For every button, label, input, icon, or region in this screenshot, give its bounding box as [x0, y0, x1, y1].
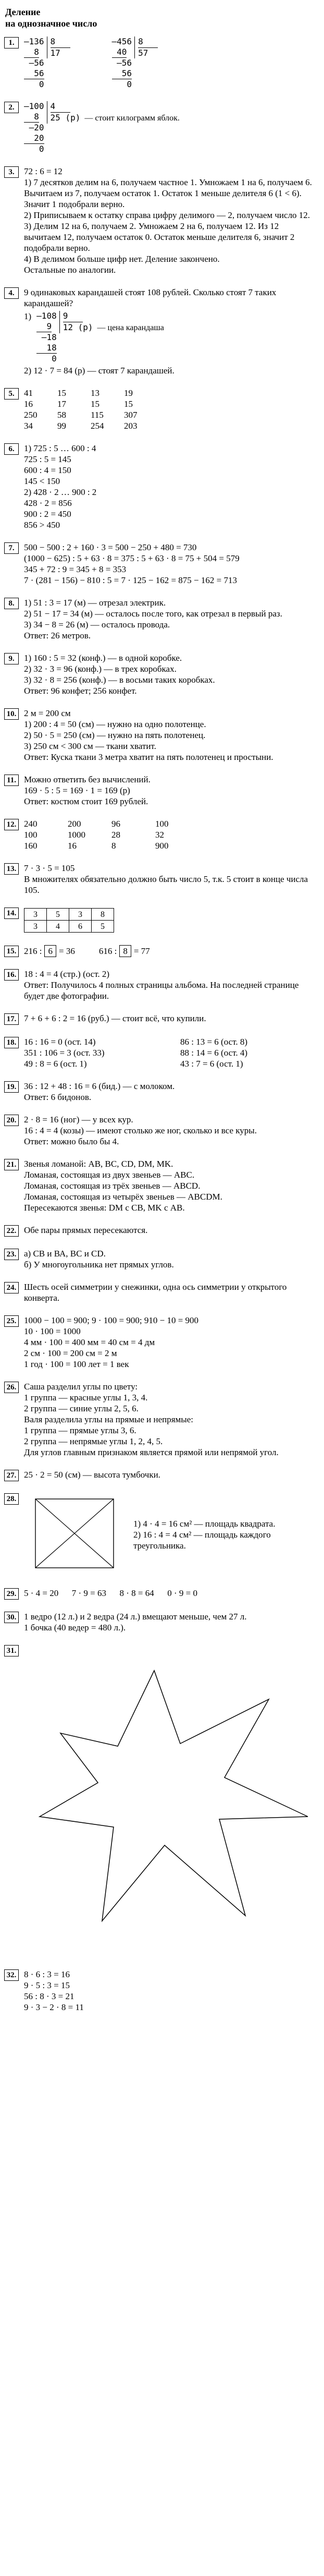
boxed-answer: 8 — [119, 945, 131, 957]
grid-cell: 1000 — [68, 830, 85, 840]
problem-7 — [4, 542, 317, 586]
text-line: 1 ведро (12 л.) и 2 ведра (24 л.) вмещают меньше, чем 27 л. — [24, 1612, 247, 1622]
grid-cell: 900 — [155, 841, 169, 851]
problem-body — [24, 1644, 317, 1957]
problem-14 — [4, 907, 317, 934]
expression-text: 86 : 13 = 6 (ост. 8) — [180, 1037, 248, 1047]
text-line: 2 м = 200 см — [24, 708, 71, 718]
problem-number: 3. — [4, 166, 19, 178]
problem-19 — [4, 1081, 317, 1103]
text-line: Можно ответить без вычислений. — [24, 775, 151, 784]
quotient: 12 (р) — [63, 322, 93, 332]
text-line: 500 − 500 : 2 + 160 · 3 = 500 − 250 + 480 = 730 — [24, 542, 197, 552]
division-row: 0 — [24, 144, 44, 154]
problem-1 — [4, 37, 317, 90]
problem-25 — [4, 1315, 317, 1370]
text-line: 2 · 8 = 16 (ног) — у всех кур. — [24, 1115, 133, 1124]
problem-body — [24, 443, 317, 530]
text-line: 1 год · 100 = 100 лет = 1 век — [24, 1359, 129, 1369]
problem-number: 22. — [4, 1225, 19, 1237]
text-line: Ответ: 26 метров. — [24, 631, 91, 640]
division-row: 0 — [36, 354, 57, 364]
problem-12 — [4, 818, 317, 851]
text-line: Пересекаются звенья: DM с CB, MK с AB. — [24, 1203, 185, 1213]
figure-caption-lines — [133, 1518, 317, 1551]
problem-5 — [4, 388, 317, 431]
table-cell: 3 — [24, 909, 47, 921]
problem-number: 16. — [4, 969, 19, 981]
text-line: 2) 12 · 7 = 84 (р) — стоят 7 карандашей. — [24, 366, 175, 376]
grid-cell: 15 — [124, 399, 133, 409]
page-title-line2: на однозначное число — [5, 18, 97, 29]
division-row: 56 — [111, 68, 132, 78]
problem-number: 13. — [4, 863, 19, 875]
problem-number: 6. — [4, 443, 19, 455]
divisor-column — [59, 311, 164, 333]
text-line: 2 группа — непрямые углы 1, 2, 4, 5. — [24, 1436, 163, 1446]
problem-27 — [4, 1469, 317, 1481]
text-line: Остальные по аналогии. — [24, 265, 116, 275]
problem-number: 4. — [4, 287, 19, 299]
text-line: 2) 32 · 3 = 96 (конф.) — в трех коробках. — [24, 664, 177, 674]
problem-number: 8. — [4, 598, 19, 609]
long-division — [24, 37, 70, 90]
divisor: 8 — [138, 37, 158, 48]
dividend-column — [24, 101, 47, 154]
fill-in-line — [24, 945, 317, 957]
problem-body — [24, 1248, 317, 1270]
divisor-column — [47, 37, 70, 58]
problem-number: 12. — [4, 819, 19, 830]
problem-statement: 9 одинаковых карандашей стоят 108 рублей. Сколько стоят 7 таких карандашей? — [24, 287, 277, 308]
text-line: 7 + 6 + 6 : 2 = 16 (руб.) — стоит всё, что купили. — [24, 1013, 206, 1023]
problem-number: 18. — [4, 1037, 19, 1048]
text-line: 7 · 3 · 5 = 105 — [24, 863, 75, 873]
text-line: Для углов главным признаком является прямой или непрямой угол. — [24, 1447, 279, 1457]
text-line: 856 > 450 — [24, 520, 60, 530]
boxed-answer: 6 — [44, 945, 56, 957]
problem-number: 14. — [4, 908, 19, 919]
text-line: Ответ: Получилось 4 полных страницы альбома. На последней странице будет две фотографии. — [24, 980, 299, 1001]
text-line: 3) Делим 12 на 6, получаем 2. Умножаем 2 на 6, получаем 12. Из 12 вычитаем 12, получаем остаток 0. Остаток меньше делителя 6, значит 2 подобрали верно. — [24, 221, 295, 253]
text-line: б) У многоугольника нет прямых углов. — [24, 1260, 174, 1269]
grid-cell: 58 — [57, 410, 66, 420]
grid-cell: 16 — [24, 399, 33, 409]
text-line: 2) Приписываем к остатку справа цифру делимого — 2, получаем число 12. — [24, 210, 310, 220]
dividend-column — [36, 311, 59, 364]
text-line: 600 : 4 = 150 — [24, 465, 71, 475]
expression-text: 88 : 14 = 6 (ост. 4) — [180, 1048, 248, 1058]
problem-body — [24, 1315, 317, 1370]
problem-body — [24, 1381, 317, 1458]
problem-number: 24. — [4, 1282, 19, 1293]
division-row: 20 — [24, 133, 44, 143]
grid-cell: 240 — [24, 819, 38, 829]
division-row: –56 — [24, 58, 44, 68]
text-line: 16 : 4 = 4 (козы) — имеют столько же ног, сколько и все куры. — [24, 1126, 257, 1135]
text-line: 7 · (281 − 156) − 810 : 5 = 7 · 125 − 162 = 875 − 162 = 713 — [24, 575, 237, 585]
solution-step — [24, 311, 317, 364]
expression-text: 43 : 7 = 6 (ост. 1) — [180, 1059, 243, 1069]
grid-cell: 203 — [124, 421, 138, 431]
text-line: 145 < 150 — [24, 476, 60, 486]
text-line: 3) 250 см < 300 см — ткани хватит. — [24, 741, 156, 751]
problem-number: 27. — [4, 1470, 19, 1481]
problem-number: 1. — [4, 37, 19, 49]
answer-row — [24, 398, 317, 409]
remainder-row — [24, 1058, 317, 1069]
problem-body — [24, 287, 317, 376]
grid-cell: 16 — [68, 841, 77, 851]
table-cell: 3 — [69, 909, 92, 921]
text-line: 3) 34 − 8 = 26 (м) — осталось провода. — [24, 620, 170, 630]
text-line: Шесть осей симметрии у снежинки, одна ось симметрии у открытого конверта. — [24, 1282, 287, 1303]
text-line: 36 : 12 + 48 : 16 = 6 (бид.) — с молоком. — [24, 1081, 175, 1091]
grid-cell: 32 — [155, 830, 164, 840]
problem-body — [24, 1114, 317, 1147]
division-row: –56 — [111, 58, 132, 68]
division-row: –108 — [36, 311, 57, 321]
problem-number: 30. — [4, 1612, 19, 1623]
problem-number: 5. — [4, 388, 19, 400]
division-row: 56 — [24, 68, 44, 78]
quotient-note: — стоит килограмм яблок. — [84, 114, 180, 123]
problem-23 — [4, 1248, 317, 1270]
text-line: 2 группа — синие углы 2, 5, 6. — [24, 1404, 139, 1413]
grid-cell: 160 — [24, 841, 38, 851]
text-line: а) СВ и ВА, ВС и CD. — [24, 1249, 106, 1259]
division-row: 9 — [36, 321, 52, 331]
problem-number: 17. — [4, 1013, 19, 1025]
problem-20 — [4, 1114, 317, 1147]
problem-3 — [4, 166, 317, 275]
problem-body — [24, 542, 317, 586]
divisor: 4 — [51, 101, 70, 113]
square-with-diagonals-figure — [24, 1493, 123, 1576]
problem-29 — [4, 1588, 317, 1600]
problem-2 — [4, 101, 317, 154]
problem-body — [24, 1588, 317, 1599]
problem-body — [24, 1158, 317, 1213]
problem-body — [24, 907, 317, 934]
text-line: 56 : 8 · 3 = 21 — [24, 1991, 74, 2001]
text-line: 2) 428 · 2 … 900 : 2 — [24, 487, 97, 497]
division-row: –456 — [111, 37, 132, 46]
number-table — [24, 908, 114, 933]
grid-cell: 100 — [24, 830, 38, 840]
text-line: 25 · 2 = 50 (см) — высота тумбочки. — [24, 1470, 160, 1480]
long-division — [112, 37, 158, 90]
text-line: Ломаная, состоящая из двух звеньев — ABC. — [24, 1170, 195, 1180]
grid-cell: 19 — [124, 388, 133, 398]
problem-body — [24, 1969, 317, 2013]
text-line: 1 группа — прямые углы 3, 6. — [24, 1425, 136, 1435]
expression-text: 351 : 106 = 3 (ост. 33) — [24, 1048, 105, 1058]
text-line: 1000 − 100 = 900; 9 · 100 = 900; 910 − 10 = 900 — [24, 1315, 199, 1325]
page-title-line1: Деление — [5, 7, 41, 17]
problem-number: 20. — [4, 1115, 19, 1126]
text-line: 428 · 2 = 856 — [24, 498, 72, 508]
division-row: 0 — [111, 79, 132, 89]
problem-number: 25. — [4, 1315, 19, 1327]
text-line: 72 : 6 = 12 — [24, 166, 63, 176]
table-cell: 8 — [92, 909, 114, 921]
table-cell: 6 — [69, 921, 92, 933]
page-title — [5, 6, 317, 29]
text-line: 900 : 2 = 450 — [24, 509, 71, 519]
problem-body — [24, 1493, 317, 1576]
broken-line-star-figure — [24, 1644, 317, 1957]
problem-number: 2. — [4, 102, 19, 113]
remainder-row — [24, 1036, 317, 1047]
text-line: Ответ: 6 бидонов. — [24, 1092, 92, 1102]
text-line: 1) 7 десятков делим на 6, получаем частное 1. Умножаем 1 на 6, получаем 6. Вычитаем из 7, получаем остаток 1. Остаток 1 меньше делителя 6 (1 < 6). Значит 1 подобрали верно. — [24, 177, 312, 209]
text-line: 9 · 5 : 3 = 15 — [24, 1980, 70, 1990]
grid-cell: 28 — [111, 830, 120, 840]
problem-body — [24, 101, 317, 154]
grid-cell: 100 — [155, 819, 169, 829]
answer-row — [24, 829, 317, 840]
grid-cell: 115 — [91, 410, 104, 420]
problem-body — [24, 1081, 317, 1103]
text-line: 2) 51 − 17 = 34 (м) — осталось после того, как отрезал в первый раз. — [24, 609, 282, 619]
expression-text: 49 : 8 = 6 (ост. 1) — [24, 1059, 87, 1069]
problem-6 — [4, 443, 317, 530]
expression-text: = 36 — [58, 946, 75, 956]
division-row: 40 — [111, 47, 127, 57]
problem-body — [24, 774, 317, 807]
grid-cell: 200 — [68, 819, 81, 829]
text-line: 5 · 4 = 20 7 · 9 = 63 8 · 8 = 64 0 · 9 = 0 — [24, 1588, 197, 1598]
problem-body — [24, 597, 317, 641]
text-line: 2) 50 · 5 = 250 (см) — нужно на пять полотенец. — [24, 730, 206, 740]
problem-number: 29. — [4, 1588, 19, 1600]
divisor-column — [134, 37, 158, 58]
expression-text: 16 : 16 = 0 (ост. 14) — [24, 1037, 96, 1047]
grid-cell: 8 — [111, 841, 116, 851]
remainder-row — [24, 1047, 317, 1058]
table-cell: 3 — [24, 921, 47, 933]
table-cell: 4 — [47, 921, 69, 933]
problem-15 — [4, 945, 317, 957]
problem-16 — [4, 969, 317, 1001]
division-row: –18 — [36, 332, 57, 342]
text-line: Саша разделил углы по цвету: — [24, 1382, 138, 1392]
text-line: Ответ: можно было бы 4. — [24, 1136, 119, 1146]
text-line: 3) 32 · 8 = 256 (конф.) — в восьми таких коробках. — [24, 675, 215, 685]
problem-number: 7. — [4, 542, 19, 554]
text-line: Звенья ломаной: AB, BC, CD, DM, MK. — [24, 1159, 173, 1169]
problem-32 — [4, 1969, 317, 2013]
text-line: (1000 − 625) : 5 + 63 · 8 = 375 : 5 + 63 · 8 = 75 + 504 = 579 — [24, 553, 240, 563]
text-line: 8 · 6 : 3 = 16 — [24, 1969, 70, 1979]
division-row: –100 — [24, 101, 44, 111]
text-line: 345 + 72 : 9 = 345 + 8 = 353 — [24, 564, 127, 574]
text-line: 10 · 100 = 1000 — [24, 1326, 81, 1336]
division-row: –20 — [24, 123, 44, 132]
grid-cell: 17 — [57, 399, 66, 409]
long-division — [24, 101, 317, 154]
problem-body — [24, 969, 317, 1001]
text-line: 725 : 5 = 145 — [24, 454, 71, 464]
text-line: 4) В делимом больше цифр нет. Деление закончено. — [24, 254, 220, 264]
problem-10 — [4, 708, 317, 763]
grid-cell: 96 — [111, 819, 120, 829]
long-division — [36, 311, 164, 364]
problem-body — [24, 166, 317, 275]
problem-body — [24, 708, 317, 763]
text-line: 1 бочка (40 ведер = 480 л.). — [24, 1623, 126, 1632]
table-cell: 5 — [47, 909, 69, 921]
text-line: Валя разделила углы на прямые и непрямые: — [24, 1414, 194, 1424]
expression-text: 616 : — [98, 946, 117, 956]
text-line: 1) 4 · 4 = 16 см² — площадь квадрата. — [133, 1518, 276, 1529]
division-row: –136 — [24, 37, 44, 46]
problem-body — [24, 863, 317, 896]
expression-text: = 77 — [133, 946, 150, 956]
problem-body — [24, 388, 317, 431]
text-line: 1) 160 : 5 = 32 (конф.) — в одной коробке. — [24, 653, 182, 663]
text-line: 1) 725 : 5 … 600 : 4 — [24, 443, 96, 453]
grid-cell: 13 — [91, 388, 99, 398]
problem-17 — [4, 1013, 317, 1025]
problem-body — [24, 945, 317, 957]
division-row: 8 — [24, 112, 39, 122]
answer-row — [24, 388, 317, 398]
text-line: 169 · 5 : 5 = 169 · 1 = 169 (р) — [24, 785, 130, 795]
problem-number: 9. — [4, 653, 19, 664]
text-line: 1) 200 : 4 = 50 (см) — нужно на одно полотенце. — [24, 719, 206, 729]
text-line: Ломаная, состоящая из четырёх звеньев — ABCDM. — [24, 1192, 222, 1202]
problem-28 — [4, 1493, 317, 1576]
text-line: 1) 51 : 3 = 17 (м) — отрезал электрик. — [24, 598, 166, 608]
problem-number: 28. — [4, 1493, 19, 1505]
figure-with-text — [24, 1493, 317, 1576]
grid-cell: 250 — [24, 410, 38, 420]
problem-18 — [4, 1036, 317, 1069]
text-line: 18 : 4 = 4 (стр.) (ост. 2) — [24, 969, 110, 979]
division-row: 0 — [24, 79, 44, 89]
divisor: 8 — [51, 37, 70, 48]
problem-body — [24, 1281, 317, 1303]
dividend-column — [112, 37, 135, 90]
problem-number: 11. — [4, 775, 19, 786]
problem-body — [24, 818, 317, 851]
text-line: 2) 16 : 4 = 4 см² — площадь каждого треугольника. — [133, 1529, 271, 1551]
problem-22 — [4, 1225, 317, 1237]
problem-number: 31. — [4, 1645, 19, 1656]
grid-cell: 41 — [24, 388, 33, 398]
text-line: Ответ: 96 конфет; 256 конфет. — [24, 686, 137, 696]
problem-number: 19. — [4, 1081, 19, 1093]
long-division-pair — [24, 37, 317, 90]
problem-26 — [4, 1381, 317, 1458]
divisor: 9 — [63, 311, 83, 322]
problem-body — [24, 1469, 317, 1480]
quotient-note: — цена карандаша — [97, 323, 164, 332]
problem-30 — [4, 1611, 317, 1633]
divisor-column — [47, 101, 180, 124]
problem-number: 26. — [4, 1382, 19, 1393]
dividend-column — [24, 37, 47, 90]
problem-number: 10. — [4, 708, 19, 720]
quotient: 17 — [50, 48, 60, 58]
text-line: В множителях обязательно должно быть число 5, т.к. 5 стоит в конце числа 105. — [24, 874, 308, 895]
answer-row — [24, 420, 317, 431]
text-line: 4 мм · 100 = 400 мм = 40 см = 4 дм — [24, 1337, 155, 1347]
text-line: Ломаная, состоящая из трёх звеньев — ABCD. — [24, 1181, 201, 1191]
problem-13 — [4, 863, 317, 896]
text-line: 1 группа — красные углы 1, 3, 4. — [24, 1393, 148, 1402]
quotient: 25 (р) — [50, 113, 81, 123]
expression-text: 216 : — [24, 946, 42, 956]
problem-24 — [4, 1281, 317, 1303]
answer-row — [24, 840, 317, 851]
grid-cell: 15 — [57, 388, 66, 398]
problem-body — [24, 37, 317, 90]
problem-4 — [4, 287, 317, 376]
table-cell: 5 — [92, 921, 114, 933]
grid-cell: 34 — [24, 421, 33, 431]
quotient: 57 — [138, 48, 148, 58]
problem-8 — [4, 597, 317, 641]
problem-9 — [4, 652, 317, 696]
grid-cell: 307 — [124, 410, 138, 420]
division-row: 18 — [36, 343, 57, 353]
grid-cell: 254 — [91, 421, 104, 431]
problem-number: 32. — [4, 1969, 19, 1981]
problem-body — [24, 1036, 317, 1069]
grid-cell: 99 — [57, 421, 66, 431]
problem-21 — [4, 1158, 317, 1213]
problem-11 — [4, 774, 317, 807]
problem-31 — [4, 1644, 317, 1957]
problem-body — [24, 1611, 317, 1633]
problem-number: 15. — [4, 946, 19, 957]
text-line: 9 · 3 − 2 · 8 = 11 — [24, 2002, 84, 2012]
problem-body — [24, 1013, 317, 1024]
problem-body — [24, 652, 317, 696]
problem-number: 21. — [4, 1159, 19, 1170]
answer-row — [24, 409, 317, 420]
division-row: 8 — [24, 47, 39, 57]
grid-cell: 15 — [91, 399, 99, 409]
problem-number: 23. — [4, 1249, 19, 1260]
answer-row — [24, 818, 317, 829]
text-line: Ответ: Куска ткани 3 метра хватит на пять полотенец и простыни. — [24, 752, 273, 762]
text-line: Ответ: костюм стоит 169 рублей. — [24, 796, 148, 806]
text-line: Обе пары прямых пересекаются. — [24, 1225, 148, 1235]
problem-body — [24, 1225, 317, 1236]
step-label: 1) — [24, 311, 32, 321]
text-line: 2 см · 100 = 200 см = 2 м — [24, 1348, 117, 1358]
